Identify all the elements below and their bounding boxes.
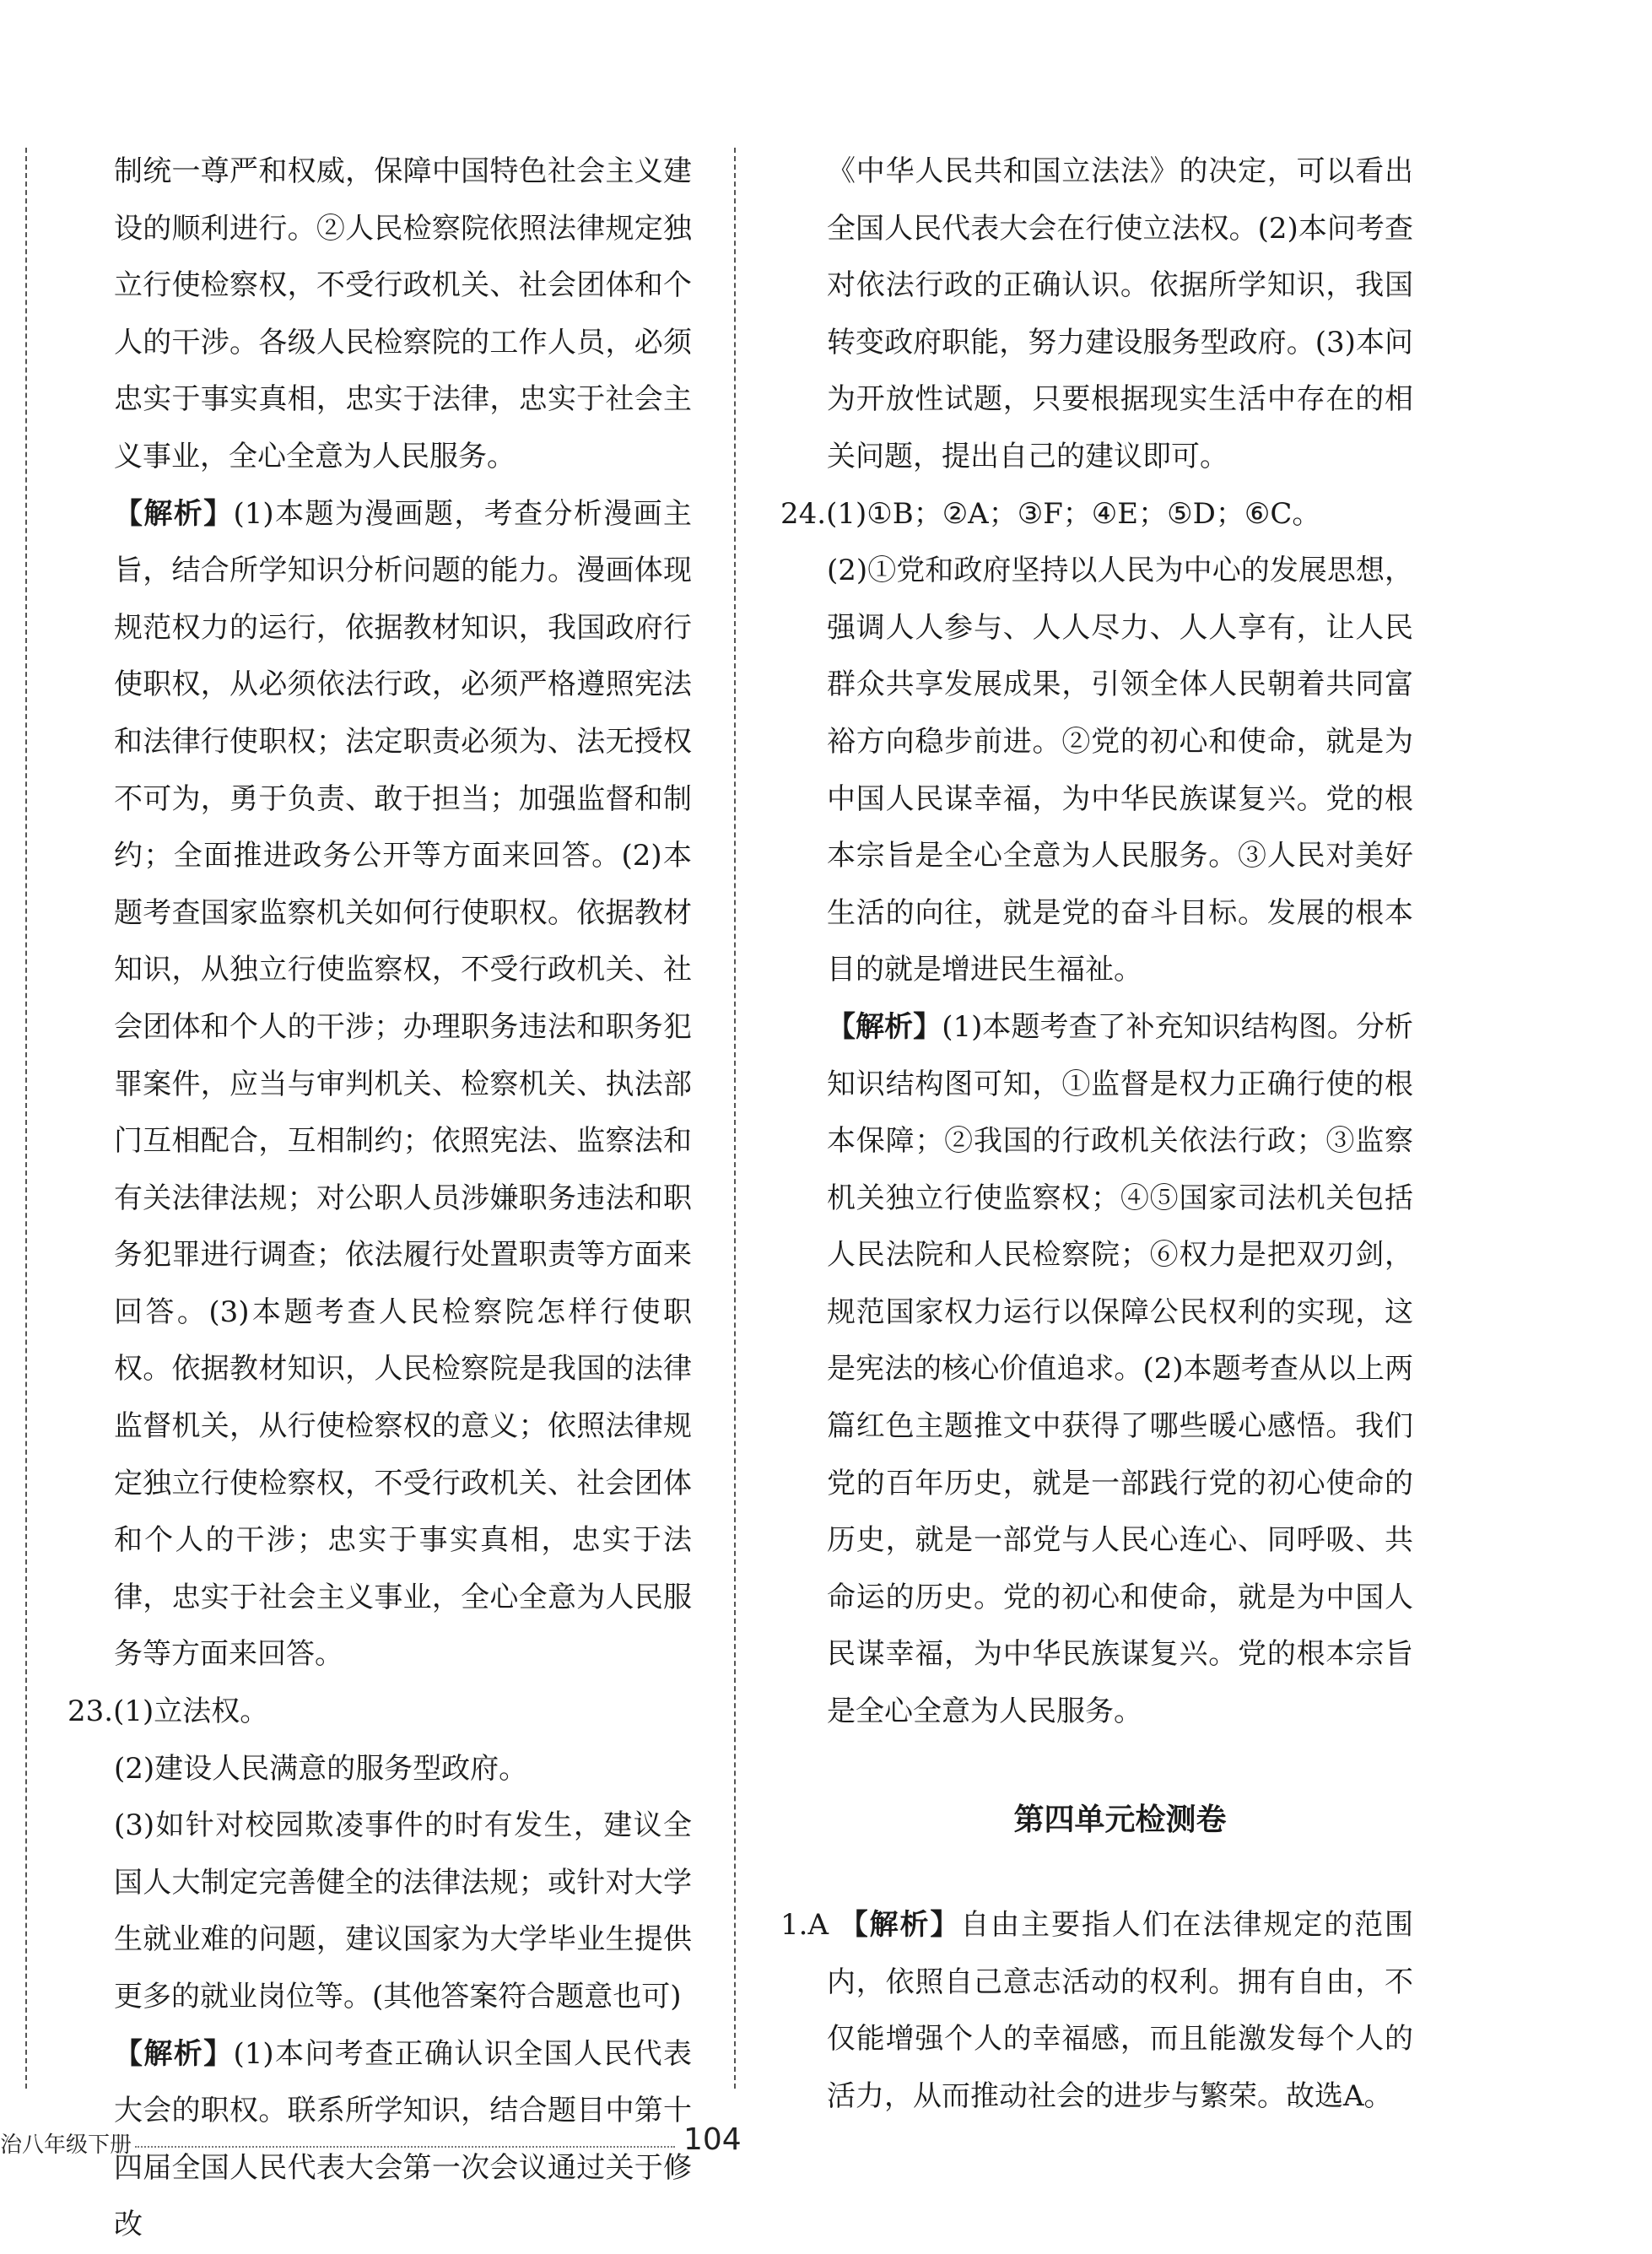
left-column [67, 143, 692, 2254]
analysis-tag: 【解析】 [114, 496, 234, 531]
question-number: 1.A [780, 1908, 829, 1943]
right-column [780, 143, 1413, 2126]
paragraph: 《中华人民共和国立法法》的决定，可以看出全国人民代表大会在行使立法权。(2)本问考查对依法行政的正确认识。依据所学知识，我国转变政府职能，努力建设服务型政府。(3)本问为开放性试题，只要根据现实生活中存在的相关问题，提出自己的建议即可。 [827, 154, 1413, 473]
analysis-text: (1)本题为漫画题，考查分析漫画主旨，结合所学知识分析问题的能力。漫画体现规范权力的运行，依据教材知识，我国政府行使职权，从必须依法行政，必须严格遵照宪法和法律行使职权；法定职责必须为、法无授权不可为，勇于负责、敢于担当；加强监督和制约；全面推进政务公开等方面来回答。(2)本题考查国家监察机关如何行使职权。依据教材知识，从独立行使监察权，不受行政机关、社会团体和个人的干涉；办理职务违法和职务犯罪案件，应当与审判机关、检察机关、执法部门互相配合，互相制约；依照宪法、监察法和有关法律法规；对公职人员涉嫌职务违法和职务犯罪进行调查；依法履行处置职责等方面来回答。(3)本题考查人民检察院怎样行使职权。依据教材知识，人民检察院是我国的法律监督机关，从行使检察权的意义；依照法律规定独立行使检察权，不受行政机关、社会团体和个人的干涉；忠实于事实真相，忠实于法律，忠实于社会主义事业，全心全意为人民服务等方面来回答。 [114, 496, 693, 1672]
footer-book-title: 治八年级下册 [0, 2132, 132, 2158]
question-24-part-2: (2)①党和政府坚持以人民为中心的发展思想，强调人人参与、人人尽力、人人享有，让人民群众共享发展成果，引领全体人民朝着共同富裕方向稳步前进。②党的初心和使命，就是为中国人民谋幸福，为中华民族谋复兴。党的根本宗旨是全心全意为人民服务。③人民对美好生活的向往，就是党的奋斗目标。发展的根本目的就是增进民生福祉。 [827, 554, 1413, 987]
paragraph: 制统一尊严和权威，保障中国特色社会主义建设的顺利进行。②人民检察院依照法律规定独立行使检察权，不受行政机关、社会团体和个人的干涉。各级人民检察院的工作人员，必须忠实于事实真相，忠实于法律，忠实于社会主义事业，全心全意为人民服务。 [114, 154, 692, 473]
analysis-text: (1)本问考查正确认识全国人民代表大会的职权。联系所学知识，结合题目中第十四届全国人民代表大会第一次会议通过关于修改 [114, 2036, 693, 2242]
page-footer [0, 2122, 742, 2165]
middle-cut-line [734, 148, 736, 2089]
question-1 [780, 1897, 1413, 2125]
analysis-text: (1)本题考查了补充知识结构图。分析知识结构图可知，①监督是权力正确行使的根本保障；②我国的行政机关依法行政；③监察机关独立行使监察权；④⑤国家司法机关包括人民法院和人民检察院；⑥权力是把双刃剑，规范国家权力运行以保障公民权利的实现，这是宪法的核心价值追求。(2)本题考查从以上两篇红色主题推文中获得了哪些暖心感悟。我们党的百年历史，就是一部践行党的初心使命的历史，就是一部党与人民心连心、同呼吸、共命运的历史。党的初心和使命，就是为中国人民谋幸福，为中华民族谋复兴。党的根本宗旨是全心全意为人民服务。 [827, 1009, 1414, 1729]
section-title: 第四单元检测卷 [1013, 1802, 1227, 1837]
question-23-part-1: 23.(1)立法权。 [67, 1695, 269, 1729]
question-24-part-1: 24.(1)①B；②A；③F；④E；⑤D；⑥C。 [780, 496, 1321, 531]
question-23-part-2: (2)建设人民满意的服务型政府。 [114, 1751, 528, 1786]
question-23-part-3: (3)如针对校园欺凌事件的时有发生，建议全国人大制定完善健全的法律法规；或针对大学生就业难的问题，建议国家为大学毕业生提供更多的就业岗位等。(其他答案符合题意也可) [114, 1808, 692, 2013]
analysis-tag: 【解析】 [114, 2036, 234, 2071]
page-number: 104 [683, 2122, 742, 2157]
analysis-tag: 【解析】 [827, 1009, 942, 1044]
analysis-paragraph [67, 486, 692, 1684]
question-1-text: 自由主要指人们在法律规定的范围内，依照自己意志活动的权利。拥有自由，不仅能增强个人的幸福感，而且能激发每个人的活力，从而推动社会的进步与繁荣。故选A。 [827, 1908, 1414, 2113]
analysis-paragraph [780, 999, 1413, 1741]
left-cut-line [25, 148, 27, 2089]
analysis-tag: 【解析】 [839, 1908, 961, 1943]
footer-dotted-rule [135, 2146, 675, 2148]
